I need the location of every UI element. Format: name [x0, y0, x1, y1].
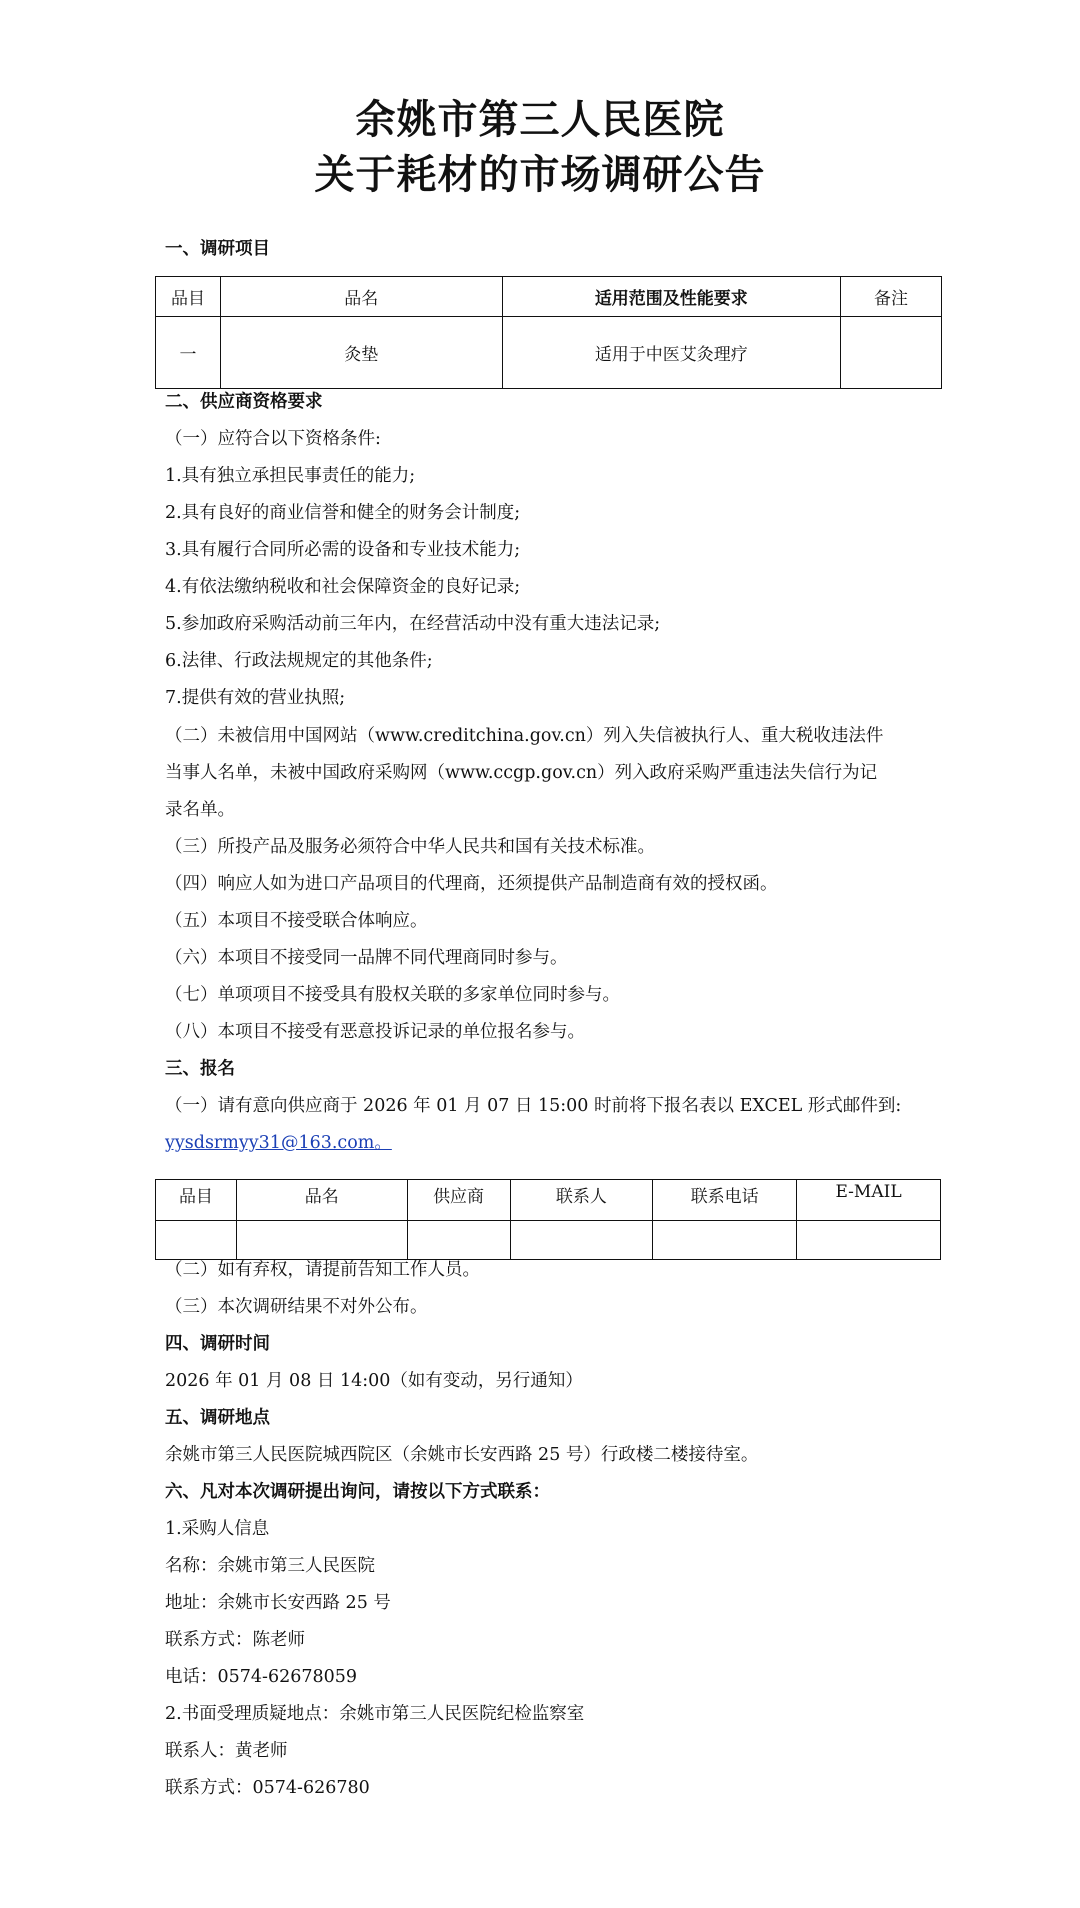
qualification-paragraph-2: （二）未被信用中国网站（www.creditchina.gov.cn）列入失信被执行人、重大税收违法件: [165, 726, 884, 746]
contact-person: 联系方式：陈老师: [165, 1630, 305, 1650]
qualification-paragraph-8: （八）本项目不接受有恶意投诉记录的单位报名参与。: [165, 1022, 585, 1042]
qualification-item: 2.具有良好的商业信誉和健全的财务会计制度;: [165, 503, 521, 523]
qualification-paragraph-5: （五）本项目不接受联合体响应。: [165, 911, 428, 931]
registration-table-cell: [236, 1221, 407, 1260]
registration-table-cell: [797, 1221, 941, 1260]
items-table-header: 备注: [841, 277, 942, 317]
registration-note-3: （三）本次调研结果不对外公布。: [165, 1297, 428, 1317]
registration-table-header: 品目: [156, 1180, 237, 1221]
registration-table-header: 供应商: [407, 1180, 510, 1221]
qualification-item: 7.提供有效的营业执照;: [165, 688, 346, 708]
qualification-paragraph-2: 录名单。: [165, 800, 235, 820]
registration-table-header: 品名: [236, 1180, 407, 1221]
qualification-paragraph-4: （四）响应人如为进口产品项目的代理商，还须提供产品制造商有效的授权函。: [165, 874, 778, 894]
registration-table-cell: [653, 1221, 797, 1260]
contact-address: 地址：余姚市长安西路 25 号: [165, 1593, 391, 1613]
registration-email-line: [165, 1131, 945, 1155]
registration-table-cell: [156, 1221, 237, 1260]
registration-table-header: 联系人: [510, 1180, 653, 1221]
registration-table-empty-row: [156, 1221, 941, 1260]
schedule-time: 2026 年 01 月 08 日 14:00（如有变动，另行通知）: [165, 1371, 583, 1391]
qualification-paragraph-7: （七）单项项目不接受具有股权关联的多家单位同时参与。: [165, 985, 620, 1005]
section-heading-qualifications: 二、供应商资格要求: [165, 392, 323, 412]
items-table-cell: 适用于中医艾灸理疗: [502, 317, 841, 389]
document-title-line2: 关于耗材的市场调研公告: [314, 151, 766, 198]
contact-name: 名称：余姚市第三人民医院: [165, 1556, 375, 1576]
qualification-item: 3.具有履行合同所必需的设备和专业技术能力;: [165, 540, 521, 560]
items-table-cell: [841, 317, 942, 389]
section-heading-location: 五、调研地点: [165, 1408, 270, 1428]
complaint-location: 2.书面受理质疑地点：余姚市第三人民医院纪检监察室: [165, 1704, 585, 1724]
section-heading-research-project: 一、调研项目: [165, 239, 270, 259]
registration-table-cell: [510, 1221, 653, 1260]
items-table-header: 品目: [156, 277, 221, 317]
qualification-item: 1.具有独立承担民事责任的能力;: [165, 466, 416, 486]
registration-email-link[interactable]: yysdsrmyy31@163.com。: [165, 1133, 392, 1153]
registration-note-2: （二）如有弃权，请提前告知工作人员。: [165, 1260, 480, 1280]
qualification-paragraph-3: （三）所投产品及服务必须符合中华人民共和国有关技术标准。: [165, 837, 655, 857]
section-heading-contact: 六、凡对本次调研提出询问，请按以下方式联系：: [165, 1482, 550, 1502]
complaint-contact-person: 联系人：黄老师: [165, 1741, 288, 1761]
section-heading-registration: 三、报名: [165, 1059, 235, 1079]
qualification-item: 5.参加政府采购活动前三年内，在经营活动中没有重大违法记录;: [165, 614, 661, 634]
section-heading-schedule: 四、调研时间: [165, 1334, 270, 1354]
registration-table-header: 联系电话: [653, 1180, 797, 1221]
qualification-item: 4.有依法缴纳税收和社会保障资金的良好记录;: [165, 577, 521, 597]
registration-table-cell: [407, 1221, 510, 1260]
registration-instruction: （一）请有意向供应商于 2026 年 01 月 07 日 15:00 时前将下报名表以 EXCEL 形式邮件到:: [165, 1096, 902, 1116]
contact-purchaser-heading: 1.采购人信息: [165, 1519, 270, 1539]
items-table: [155, 276, 942, 389]
registration-table-header: E-MAIL: [797, 1180, 941, 1221]
qualification-item: 6.法律、行政法规规定的其他条件;: [165, 651, 433, 671]
items-table-cell: 一: [156, 317, 221, 389]
qualification-paragraph-6: （六）本项目不接受同一品牌不同代理商同时参与。: [165, 948, 568, 968]
contact-phone: 电话：0574-62678059: [165, 1667, 358, 1687]
registration-table-header-row: [156, 1180, 941, 1221]
items-table-row: [156, 317, 942, 389]
registration-table: [155, 1179, 941, 1260]
items-table-header-row: [156, 277, 942, 317]
complaint-contact-phone: 联系方式：0574-626780: [165, 1778, 370, 1798]
items-table-cell: 灸垫: [220, 317, 502, 389]
location-address: 余姚市第三人民医院城西院区（余姚市长安西路 25 号）行政楼二楼接待室。: [165, 1445, 759, 1465]
qualification-intro: （一）应符合以下资格条件:: [165, 429, 381, 449]
items-table-header: 品名: [220, 277, 502, 317]
qualification-paragraph-2: 当事人名单，未被中国政府采购网（www.ccgp.gov.cn）列入政府采购严重违法失信行为记: [165, 763, 878, 783]
items-table-header: 适用范围及性能要求: [502, 277, 841, 317]
document-title-line1: 余姚市第三人民医院: [355, 96, 725, 143]
